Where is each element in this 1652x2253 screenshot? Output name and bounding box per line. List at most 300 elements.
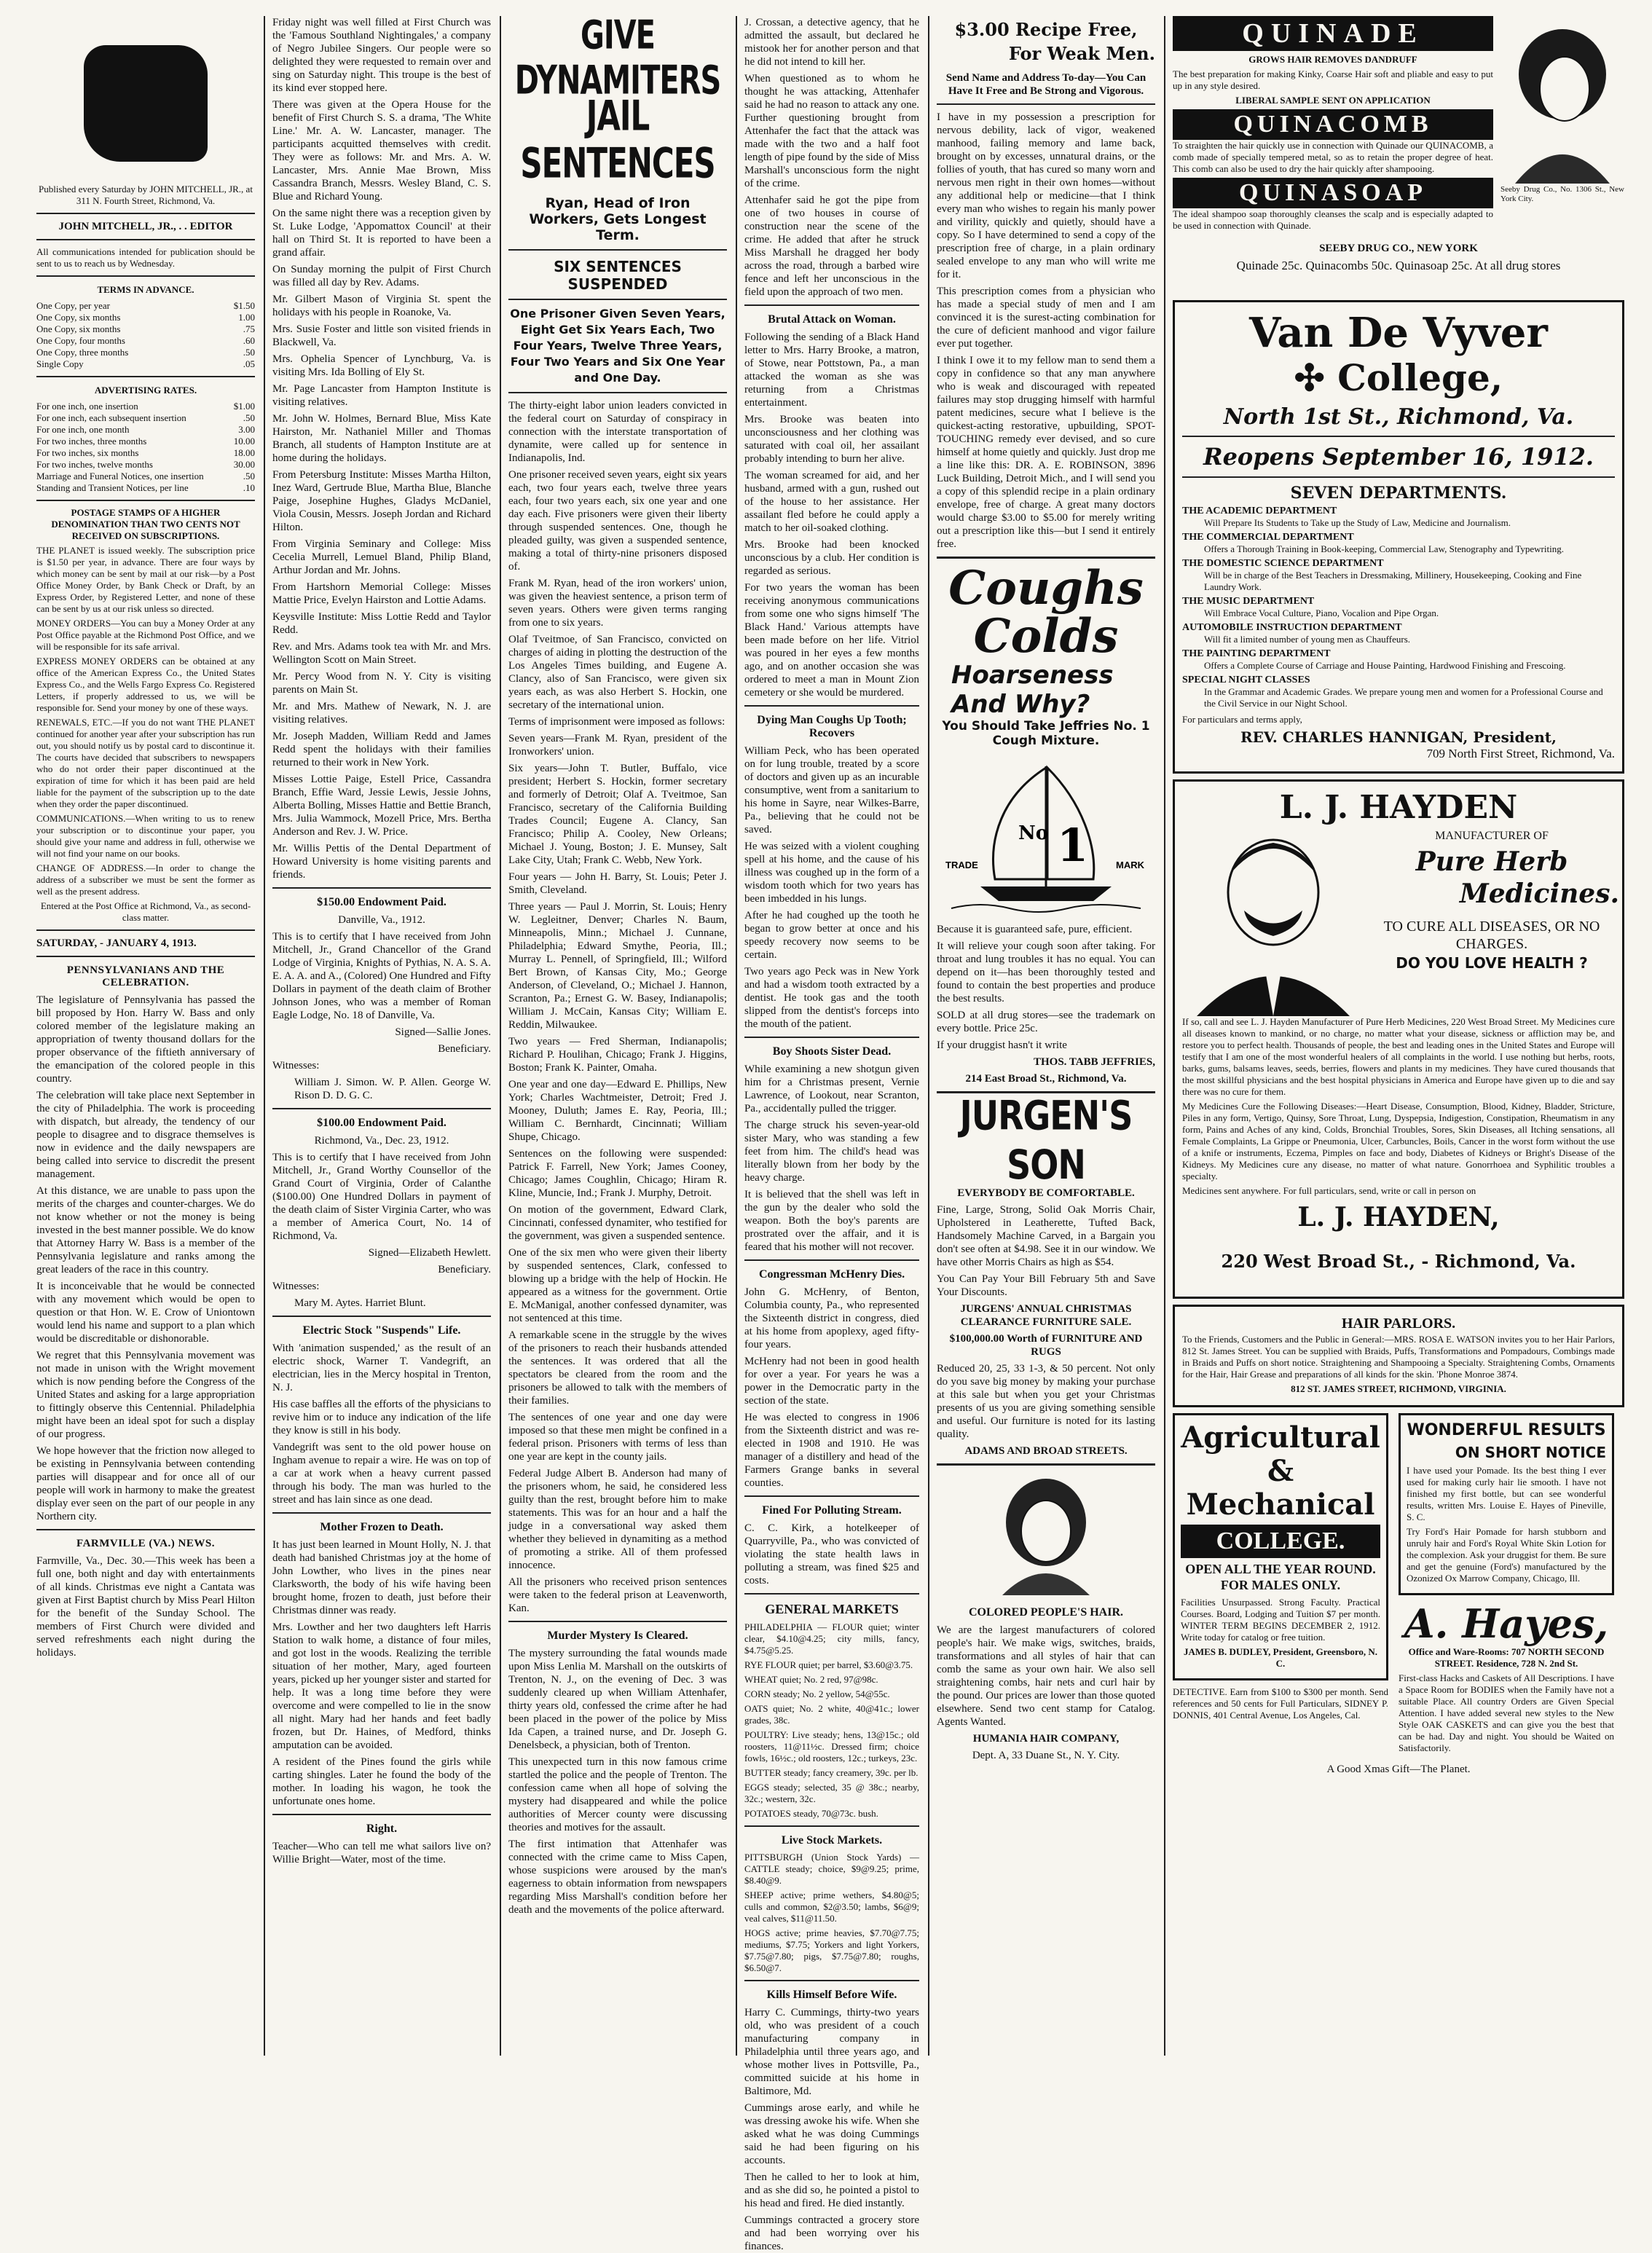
headline-endowment-2: $100.00 Endowment Paid. (317, 1117, 447, 1129)
article-paragraph: The sentences of one year and one day were imposed so that these men might be confined in a federal prison. Prisoners with terms of less than one year are kept in the county jails. (508, 1412, 727, 1463)
ad-headline: HAIR PARLORS. (1341, 1316, 1456, 1332)
ad-headline-hayes: A. Hayes, (1404, 1600, 1609, 1647)
ad-paragraph: Facilities Unsurpassed. Strong Faculty. Practical Courses. Board, Lodging and Tuition $7 per month. WINTER TERM BEGINS DECEMBER 2, 1912. Write today for catalog or free tuition. (1181, 1597, 1380, 1643)
divider (1182, 436, 1615, 437)
article-paragraph: Mrs. Brooke was beaten into unconsciousness and her clothing was saturated with coal oil, her assailant probably intending to burn her alive. (744, 414, 919, 465)
ad-headline-why: And Why? (951, 690, 1090, 719)
article-paragraph: One year and one day—Edward E. Phillips, New York; Charles Wachtmeister, Detroit; Fred J. Mooney, Duluth; James E. Ray, Peoria, Ill.; William C. Bernhardt, Cincinnati; William Shupe, Chicago. (508, 1079, 727, 1143)
column-5 (937, 16, 1155, 2056)
article-paragraph: C. C. Kirk, a hotelkeeper of Quarryville, Pa., who was convicted of violating the state health laws in polluting a stream, was fined $25 and costs. (744, 1522, 919, 1586)
article-paragraph: William Peck, who has been operated on for lung trouble, treated by a score of doctors and given up as an incurable consumptive, went from a sanitarium to his home in Sayre, near Wilkes-Barre, Pa., believing that he could not be saved. (744, 745, 919, 835)
article-paragraph: After he had coughed up the tooth he began to grow better at once and his speedy recovery now seems to be certain. (744, 910, 919, 961)
table-row (36, 436, 255, 447)
ad-address: 709 North First Street, Richmond, Va. (1426, 747, 1615, 760)
ad-subheadline: GROWS HAIR REMOVES DANDRUFF (1248, 54, 1417, 65)
article-paragraph: With 'animation suspended,' as the result of an electric shock, Warner T. Vandegrift, an electrician, lies in the Mercy hospital in Trenton, N. J. (272, 1342, 491, 1393)
column-2 (272, 16, 491, 2056)
ad-headline: $3.00 Recipe Free, (954, 19, 1138, 40)
article-paragraph: It is inconceivable that he would be connected with any movement which would be open to question or that Hon. W. E. Crow of Uniontown would lend his name and support to a plan which would be discreditable or dishonorable. (36, 1281, 255, 1345)
weak-men-ad (937, 19, 1155, 551)
article-paragraph: It has just been learned in Mount Holly, N. J. that death had banished Christmas joy at the home of John Lowther, who lives in the pines near Clarksworth, the body of his wife having been brought home, frozen to death, just before their Christmas dinner was ready. (272, 1539, 491, 1616)
communications-text: COMMUNICATIONS.—When writing to us to renew your subscription or to discontinue your paper, you should give your name and address in full, otherwise we will not find your name on our books. (36, 813, 255, 859)
ad-paragraph: It will relieve your cough soon after taking. For throat and lung troubles it has no equal. You can depend on it—has been thoroughly tested and found to contain the best properties and produce the best results. (937, 940, 1155, 1004)
college-label: College, (1337, 356, 1503, 399)
agricultural-college-ad (1173, 1413, 1388, 1680)
ad-departments-heading: SEVEN DEPARTMENTS. (1290, 484, 1507, 503)
ad-headline: For Weak Men. (1008, 43, 1155, 64)
article-paragraph: Rev. and Mrs. Adams took tea with Mr. and Mrs. Wellington Scott on Main Street. (272, 641, 491, 666)
divider (744, 1259, 919, 1261)
article-paragraph: His case baffles all the efforts of the physicians to revive him or to induce any indication of the life they know is still in his body. (272, 1399, 491, 1436)
masthead-ink-blot (84, 45, 208, 162)
adv-value: 10.00 (233, 436, 255, 447)
terms-label: One Copy, six months (36, 323, 121, 334)
divider (272, 1512, 491, 1514)
market-line: POTATOES steady, 70@73c. bush. (744, 1808, 878, 1819)
headline-markets: GENERAL MARKETS (765, 1602, 899, 1616)
market-line: RYE FLOUR quiet; per barrel, $3.60@3.75. (744, 1659, 913, 1670)
article-paragraph: Three years — Paul J. Morrin, St. Louis; Henry W. Legleitner, Denver; Charles N. Baum, Minneapolis, Minn.; Michael J. Cunnane, Philadelphia; Edward Smythe, Peoria, Ill.; Murray L. Pennell, of Springfield, Ill.; Wilford Bert Brown, of Kansas City, Mo.; George Anderson, of Cleveland, O.; Michael J. Hannon, Scranton, Pa.; Ernest G. W. Basey, Indianapolis; William J. McCain, Kansas City; William E. Reddin, Milwaukee. (508, 901, 727, 1031)
ad-address: 812 ST. JAMES STREET, RICHMOND, VIRGINIA. (1291, 1383, 1506, 1394)
divider (36, 1529, 255, 1530)
table-row (36, 447, 255, 459)
table-row (36, 323, 255, 335)
divider (272, 1814, 491, 1815)
divider (508, 1621, 727, 1622)
column-rule (1164, 16, 1165, 2056)
article-paragraph: When questioned as to whom he thought he was attacking, Attenhafer said he had no reason to attack any one. Further questioning brought from Attenhafer the fact that the attack was made with the two and a half foot length of pipe found by the side of Miss Marshall's unconscious form the night of the crime. (744, 73, 919, 189)
ad-company: HUMANIA HAIR COMPANY, (972, 1733, 1120, 1745)
adv-value: 18.00 (233, 447, 255, 458)
divider (744, 705, 919, 707)
adv-value: .50 (243, 412, 255, 423)
divider (744, 1980, 919, 1981)
department-name: THE COMMERCIAL DEPARTMENT (1182, 532, 1354, 543)
shoulders-shape (1515, 154, 1610, 184)
detective-ad: DETECTIVE. Earn from $100 to $300 per month. Send references and 50 cents for Full Particulars, SIDNEY P. DONNIS, 401 Central Avenue, Los Angeles, Cal. (1173, 1686, 1388, 1721)
divider (744, 1825, 919, 1827)
department-name: THE PAINTING DEPARTMENT (1182, 648, 1331, 659)
article-paragraph: It is believed that the shell was left in the gun by the dealer who sold the weapon. Both the boy's parents are prostrated over the affair, and it is feared that his mother will not recover. (744, 1189, 919, 1253)
ad-headline: WONDERFUL RESULTS (1407, 1421, 1606, 1439)
article-paragraph: On Sunday morning the pulpit of First Church was filled all day by Rev. Adams. (272, 264, 491, 288)
table-row (36, 335, 255, 347)
article-paragraph: The celebration will take place next September in the city of Philadelphia. The work is proceeding with dispatch, but already, the tendency of our people to disagree and to disgrace themselves is now in evidence and the daily newspapers are being called into service to discredit the present management. (36, 1090, 255, 1180)
column-rule (264, 16, 265, 2056)
department-name: THE DOMESTIC SCIENCE DEPARTMENT (1182, 558, 1384, 569)
article-paragraph: Olaf Tveitmoe, of San Francisco, convicted on charges of aiding in plotting the destruction of the Los Angeles Times building, and Eugene A. Clancy, also of San Francisco, were given six years each, as was also Herbert S. Hockin, one secretary of the international union. (508, 634, 727, 711)
terms-label: One Copy, four months (36, 335, 125, 346)
headline-kills: Kills Himself Before Wife. (766, 1989, 897, 2001)
sail-number-no: No (1018, 822, 1049, 844)
hull-shape (980, 886, 1112, 901)
headline-endowment-1: $150.00 Endowment Paid. (317, 896, 447, 908)
ad-signature: JAMES B. DUDLEY, President, Greensboro, N. C. (1183, 1646, 1378, 1669)
article-paragraph: Mr. Page Lancaster from Hampton Institute is visiting relatives. (272, 383, 491, 408)
article-paragraph: One of the six men who were given their liberty by suspended sentences, Clark, confessed to blowing up a bridge with the help of Hockin. He appeared as a witness for the government. Ortie E. McManigal, another confessed dynamiter, was not sentenced at this time. (508, 1247, 727, 1324)
article-paragraph: Two years — Fred Sherman, Indianapolis; Richard P. Houlihan, Chicago; Frank J. Higgins, Boston; Frank K. Painter, Omaha. (508, 1036, 727, 1074)
ad-headline-vdv: Van De Vyver (1249, 309, 1548, 357)
article-paragraph: Mr. Gilbert Mason of Virginia St. spent the holidays with his people in Roanoke, Va. (272, 294, 491, 318)
subheadline-terms: One Prisoner Given Seven Years, Eight Get Six Years Each, Two Four Years, Twelve Three Years, Four Two Years and Six One Year and One Day. (510, 307, 725, 385)
postage-heading: POSTAGE STAMPS OF A HIGHER DENOMINATION THAN TWO CENTS NOT RECEIVED ON SUBSCRIPTIONS. (51, 507, 240, 541)
divider (36, 956, 255, 957)
department-name: THE ACADEMIC DEPARTMENT (1182, 506, 1337, 516)
ad-paragraph: First-class Hacks and Caskets of All Descriptions. I have a Space Room for BODIES when the Family have not a suitable Place. All country Orders are Given Special Attention. I have added several new styles to the New Style OAK CASKETS and can give you the best that can be had. Day and night. You should be Waited on Satisfactorily. (1399, 1672, 1614, 1753)
ad-health: DO YOU LOVE HEALTH ? (1396, 954, 1588, 972)
ad-prices: Quinade 25c. Quinacombs 50c. Quinasoap 25c. At all drug stores (1236, 259, 1561, 272)
ad-paragraph: Reduced 20, 25, 33 1-3, & 50 percent. Not only do you save big money by making your purchase at this sale but when you get your Christmas presents of us you are giving something sensible and useful. Our furniture is noted for its lasting quality. (937, 1363, 1155, 1440)
article-paragraph: The legislature of Pennsylvania has passed the bill proposed by Hon. Harry W. Bass and only colored member of the legislature making an appropriation of twenty thousand dollars for the proper observance of the fiftieth anniversary of the emancipation of the colored people in this country. (36, 994, 255, 1085)
express-orders-text: EXPRESS MONEY ORDERS can be obtained at any office of the American Express Co., the United States Express Co., and the Wells Fargo Express Co. Registered Letters, if properly addressed to us, we will be responsible for. Send your money by one of these ways. (36, 656, 255, 713)
hair-parlors-ad (1173, 1305, 1624, 1407)
column-4 (744, 16, 919, 2252)
article-paragraph: Terms of imprisonment were imposed as follows: (508, 716, 725, 728)
ad-subheadline: You Should Take Jeffries No. 1 Cough Mixture. (942, 719, 1150, 748)
coughs-ad (937, 561, 1155, 1085)
terms-value: .50 (243, 347, 255, 358)
market-line: EGGS steady; selected, 35 @ 38c.; nearby, 32c.; western, 32c. (744, 1782, 919, 1804)
market-line: WHEAT quiet; No. 2 red, 97@98c. (744, 1674, 878, 1685)
article-paragraph: Misses Lottie Paige, Estell Price, Cassandra Branch, Effie Ward, Jessie Lewis, Jessie Johns, Alberta Bolling, Misses Hattie and Bettie Branch, Mrs. Julia Wammock, Mozell Price, Mrs. Bertha Anderson and Rev. J. W. Price. (272, 774, 491, 838)
article-paragraph: This is to certify that I have received from John Mitchell, Jr., Grand Worthy Counsellor of the Grand Court of Virginia, Order of Calanthe ($100.00) One Hundred Dollars in payment of the death claim of Sister Virginia Carter, who was a member of America Court, No. 14 of Richmond, Va. (272, 1152, 491, 1242)
department-name: THE MUSIC DEPARTMENT (1182, 596, 1315, 607)
article-paragraph: The mystery surrounding the fatal wounds made upon Miss Lenlia M. Marshall on the outskirts of Trenton, N. J., on the evening of Dec. 3 was suddenly cleared up when William Attenhafer, thirty years old, confessed the crime after he had been placed in the power of the police by Miss Ida Capen, a trained nurse, and Dr. Joseph G. Denelsbeck, a physician, both of Trenton. (508, 1648, 727, 1751)
article-paragraph: Sentences on the following were suspended: Patrick F. Farrell, New York; James Cooney, Chicago; James Coughlin, Chicago; Hiram R. Kline, Muncie, Ind.; Frank J. Murphy, Detroit. (508, 1148, 727, 1199)
headline-fined: Fined For Polluting Stream. (762, 1504, 902, 1517)
terms-label: One Copy, per year (36, 300, 110, 311)
ad-headline-mechanical: & Mechanical (1186, 1454, 1375, 1522)
ad-address: North 1st St., Richmond, Va. (1223, 404, 1574, 430)
water-shape (951, 905, 1141, 912)
headline-boy: Boy Shoots Sister Dead. (772, 1045, 892, 1058)
article-paragraph: Federal Judge Albert B. Anderson had many of the prisoners whom, he said, he considered less guilty than the rest, brought before him to make statements. This was for an hour and a half the judge in a conversational way asked them whether they believed in dynamiting as a method of promoting a strike. All of them professed innocence. (508, 1468, 727, 1571)
article-paragraph: John G. McHenry, of Benton, Columbia county, Pa., who represented the Sixteenth district in congress, died at his home from apoplexy, aged fifty-four years. (744, 1286, 919, 1350)
table-row (36, 358, 255, 370)
ad-address: 214 East Broad St., Richmond, Va. (965, 1073, 1127, 1085)
subheadline-suspended: SIX SENTENCES SUSPENDED (554, 258, 682, 293)
publisher-note: Published every Saturday by JOHN MITCHELL, JR., at 311 N. Fourth Street, Richmond, Va. (39, 184, 253, 206)
article-paragraph: He was elected to congress in 1906 from the Sixteenth district and was re-elected in 1908 and 1910. He was manager of a distillery and head of the Farmers Grange banks in several counties. (744, 1412, 919, 1489)
witnesses: Mary M. Aytes. Harriet Blunt. (294, 1297, 426, 1309)
ad-headline-agricultural: Agricultural (1181, 1420, 1380, 1455)
ad-headline-quinade: QUINADE (1173, 16, 1493, 51)
adv-value: 30.00 (233, 459, 255, 470)
article-paragraph: Vandegrift was sent to the old power house on Ingham avenue to repair a wire. He was on top of a car at work when a heavy current passed through his body. The man was hurled to the street and has lain since as one dead. (272, 1442, 491, 1506)
adv-label: For two inches, twelve months (36, 459, 153, 470)
column-6 (1173, 16, 1624, 2056)
department-desc: Will Embrace Vocal Culture, Piano, Vocalion and Pipe Organ. (1204, 608, 1439, 618)
article-paragraph: He was seized with a violent coughing spell at his home, and the cause of his illness was coughed up in the form of a wisdom tooth which for two years has been imbedded in his lungs. (744, 841, 919, 905)
divider (272, 1316, 491, 1317)
adv-label: Standing and Transient Notices, per line (36, 482, 189, 493)
table-row (36, 412, 255, 424)
endowment-date: Danville, Va., 1912. (338, 914, 425, 926)
department-desc: Will be in charge of the Best Teachers in Dressmaking, Millinery, Housekeeping, Cooking and Fine Laundry Work. (1204, 570, 1582, 592)
ad-headline-hoarseness: Hoarseness (951, 661, 1114, 690)
ad-subheadline: JURGENS' ANNUAL CHRISTMAS CLEARANCE FURNITURE SALE. (960, 1303, 1132, 1328)
ad-paragraph: Fine, Large, Strong, Solid Oak Morris Chair, Upholstered in Leatherette, Tufted Back, Handsomely Machine Carved, in a Bargain you don't see often at $4.98. See it in our window. We have other Morris Chairs as high as $54. (937, 1204, 1155, 1268)
endowment-date: Richmond, Va., Dec. 23, 1912. (314, 1135, 449, 1147)
terms-label: One Copy, three months (36, 347, 129, 358)
advertising-heading: ADVERTISING RATES. (94, 385, 197, 396)
department-desc: Offers a Complete Course of Carriage and House Painting, Hardwood Finishing and Frescoing. (1204, 660, 1566, 671)
divider (36, 213, 255, 214)
editor-line: JOHN MITCHELL, JR., . . EDITOR (58, 221, 233, 232)
article-paragraph: The woman screamed for aid, and her husband, armed with a gun, rushed out of the house to her assistance. Her assailant fled before he could apply a match to her oil-soaked clothing. (744, 470, 919, 534)
market-line: HOGS active; prime heavies, $7.70@7.75; mediums, $7.75; Yorkers and light Yorkers, $7.75@7.80; pigs, $7.75@7.80; roughs, $6.50@7. (744, 1927, 919, 1973)
mark-label: MARK (1116, 860, 1144, 870)
divider (36, 500, 255, 501)
entered-text: Entered at the Post Office at Richmond, Va., as second-class matter. (40, 900, 251, 923)
column-rule (500, 16, 501, 2056)
sailboat-trademark (937, 752, 1155, 919)
ad-headline-college (1182, 356, 1615, 400)
divider (937, 557, 1155, 559)
ad-subheadline: Send Name and Address To-day—You Can Have It Free and Be Strong and Vigorous. (945, 72, 1146, 97)
article-paragraph: The thirty-eight labor union leaders convicted in the federal court on Saturday of conspiracy in connection with the interstate transportation of dynamite, were called up for sentence in Indianapolis, Ind. (508, 400, 727, 464)
department-desc: Will fit a limited number of young men as Chauffeurs. (1204, 634, 1411, 645)
article-paragraph: Farmville, Va., Dec. 30.—This week has been a full one, both night and day with entertainments of all kinds. Christmas eve night a Cantata was given at First Baptist church by Miss Pearl Hilton for the benefit of the Sunday School. The members of First Church were divided and served refreshments each night during the holidays. (36, 1555, 255, 1659)
humania-hair-ad (937, 1471, 1155, 1762)
subheadline-ryan: Ryan, Head of Iron Workers, Gets Longest Term. (529, 195, 707, 243)
divider (744, 1037, 919, 1038)
ad-headline-college: COLLEGE. (1181, 1525, 1380, 1558)
ornament-icon: ✣ (1294, 356, 1325, 399)
ad-paragraph: You Can Pay Your Bill February 5th and Save Your Discounts. (937, 1273, 1155, 1298)
table-row (36, 459, 255, 471)
article-paragraph: McHenry had not been in good health for over a year. For years he was a power in the Democratic party in the section of the state. (744, 1356, 919, 1407)
ad-paragraph: For particulars and terms apply, (1182, 714, 1302, 725)
headline-mother: Mother Frozen to Death. (320, 1521, 444, 1533)
article-paragraph: On motion of the government, Edward Clark, Cincinnati, confessed dynamiter, who testified for the government, was given a suspended sentence. (508, 1204, 727, 1242)
witnesses-label: Witnesses: (272, 1281, 320, 1292)
divider (36, 275, 255, 277)
article-paragraph: From Virginia Seminary and College: Miss Cecelia Murrell, Lemuel Bland, Philip Bland, Arthur Jordan and Mr. Johns. (272, 538, 491, 576)
headline-farmville: FARMVILLE (VA.) NEWS. (76, 1538, 215, 1549)
market-line: CORN steady; No. 2 yellow, 54@55c. (744, 1688, 890, 1699)
adv-label: Marriage and Funeral Notices, one insertion (36, 471, 204, 481)
terms-value: $1.50 (233, 300, 255, 311)
article-paragraph: Mr. Percy Wood from N. Y. City is visiting parents on Main St. (272, 671, 491, 696)
headline-electric: Electric Stock "Suspends" Life. (302, 1324, 461, 1337)
change-address-text: CHANGE OF ADDRESS.—In order to change the address of a subscriber we must be sent the former as well as the present address. (36, 862, 255, 897)
bottom-ads-row (1173, 1413, 1624, 1757)
adv-value: .10 (243, 482, 255, 493)
shoulders-shape (1002, 1573, 1090, 1595)
adv-value: .50 (243, 471, 255, 481)
planet-text: THE PLANET is issued weekly. The subscription price is $1.50 per year, in advance. There are four ways by which money can be sent by mail at our risk—by a Post Office Money Order, by Bank Check or Draft, by an Express Order, by Registered Letter, and none of these can be sent by us at our risk unless so directed. (36, 545, 255, 614)
adv-value: 3.00 (238, 424, 255, 435)
ad-headline-coughs: Coughs (948, 561, 1144, 616)
sail-number-1: 1 (1057, 819, 1089, 872)
divider (1182, 476, 1615, 478)
renewals-text: RENEWALS, ETC.—If you do not want THE PLANET continued for another year after your subscription has run out, you should notify us by postal card to discontinue it. The courts have decided that subscribers to newspapers who do not order their paper discontinued at the expiration of time for which it has been paid are held liable for the payment of the subscription up to the date when they order the paper discontinued. (36, 717, 255, 809)
ad-paragraph: I have used your Pomade. Its the best thing I ever used for making curly hair lie smooth. I have not finished my first bottle, but can see wonderful results, written Mrs. Louise E. Hayes of Pineville, S. C. (1407, 1465, 1606, 1522)
ad-subheadline: MANUFACTURER OF (1435, 830, 1549, 842)
article-paragraph: While examining a new shotgun given him for a Christmas present, Vernie Lawrence, of Lookout, near Scranton, Pa., accidentally pulled the trigger. (744, 1063, 919, 1114)
divider (937, 103, 1155, 105)
ad-headline-hayden-2: L. J. HAYDEN, (1297, 1202, 1500, 1232)
adv-label: For two inches, three months (36, 436, 147, 447)
adv-label: For two inches, six months (36, 447, 139, 458)
bottom-left-ads (1173, 1413, 1388, 1757)
divider (36, 929, 255, 931)
column-3 (508, 12, 727, 2056)
article-paragraph: Six years—John T. Butler, Buffalo, vice president; Herbert S. Hockin, former secretary and formerly of Detroit; Olaf A. Tveitmoe, San Francisco, secretary of the California Building Trades Council; Eugene A. Clancy, San Francisco; Philip A. Cooley, New Orleans; Michael J. Young, Boston; J. E. Munsey, Salt Lake City, Utah; Frank C. Webb, New York. (508, 763, 727, 866)
portrait-caption: Seeby Drug Co., No. 1306 St., New York City. (1500, 185, 1624, 203)
xmas-gift-line: A Good Xmas Gift—The Planet. (1326, 1764, 1471, 1775)
ad-paragraph: We are the largest manufacturers of colored people's hair. We make wigs, switches, braids, transformations and all styles of hair that can comb the same as your own hair. We also sell straightening combs, hair nets and curl hair by the pound. Our prices are lower than those quoted elsewhere. Send two cent stamp for Catalog. Agents Wanted. (937, 1624, 1155, 1728)
divider (36, 239, 255, 240)
table-row (36, 300, 255, 312)
communications-notice: All communications intended for publication should be sent to us to reach us by Wednesday. (36, 246, 255, 269)
ad-reopens: Reopens September 16, 1912. (1203, 443, 1594, 471)
article-paragraph: We hope however that the friction now alleged to be existing in Pennsylvania between contending parties will disappear and for once all of our people will work in harmony to make the greatest display ever seen on the part of our people in any Northern city. (36, 1445, 255, 1522)
terms-value: .05 (243, 358, 255, 369)
woman-portrait-illustration (937, 1471, 1155, 1595)
ad-headline: COLORED PEOPLE'S HAIR. (968, 1606, 1124, 1619)
ad-paragraph: To the Friends, Customers and the Public in General:—MRS. ROSA E. WATSON invites you to her Hair Parlors, 812 St. James Street. You can be supplied with Braids, Puffs, Transformations and Pompadours, Combings made in Braids and Puffs on short notice. Straightening and Shampooing a Specialty. Straightening Combs, Ornaments for the Hair, Hair Grease and preparations of all kinds for the skin. 'Phone Monroe 3874. (1182, 1334, 1615, 1380)
ad-paragraph: Medicines sent anywhere. For full particulars, send, write or call in person on (1182, 1185, 1476, 1196)
headline-brutal: Brutal Attack on Woman. (768, 313, 896, 326)
article-paragraph: The charge struck his seven-year-old sister Mary, who was standing a few feet from him. The child's head was literally blown from her body by the heavy charge. (744, 1120, 919, 1184)
ad-subheadline: OPEN ALL THE YEAR ROUND. FOR MALES ONLY. (1185, 1562, 1376, 1592)
table-row (36, 401, 255, 412)
divider (744, 1495, 919, 1497)
ad-cure: TO CURE ALL DISEASES, OR NO CHARGES. (1383, 919, 1600, 952)
article-paragraph: Frank M. Ryan, head of the iron workers' union, was given the heaviest sentence, a prison term of seven years. Others were given terms ranging from one to six years. (508, 578, 727, 629)
ad-address: Dept. A, 33 Duane St., N. Y. City. (972, 1750, 1120, 1761)
article-paragraph: The first intimation that Attenhafer was connected with the crime came to Miss Capen, whose suspicions were aroused by the man's eagerness to obtain information from newspapers regarding Miss Marshall's condition before her death and the movements of the police afterward. (508, 1839, 727, 1916)
ad-paragraph: LIBERAL SAMPLE SENT ON APPLICATION (1235, 95, 1431, 106)
ad-paragraph: I have in my possession a prescription for nervous debility, lack of vigor, weakened manhood, failing memory and lame back, brought on by excesses, unnatural drains, or the follies of youth, that has cured so many worn and nervous men right in their own homes—without any additional help or medicine—that I think every man who wishes to regain his manly power and virility, quickly and quietly, should have a copy. So I have determined to send a copy of the prescription free of charge, in a plain ordinary sealed envelope to any man who will write me for it. (937, 111, 1155, 280)
endowment-role: Beneficiary. (438, 1264, 491, 1275)
ad-paragraph: Because it is guaranteed safe, pure, efficient. (937, 924, 1133, 935)
banner-headline-1: GIVE DYNAMITERS (514, 12, 721, 104)
hayden-ad (1173, 779, 1624, 1299)
terms-heading: TERMS IN ADVANCE. (97, 284, 194, 295)
ad-headline-medicines: Medicines. (1459, 878, 1619, 909)
headline-congress: Congressman McHenry Dies. (758, 1268, 905, 1281)
article-paragraph: Mrs. Ophelia Spencer of Lynchburg, Va. is visiting Mrs. Ida Bolling of Ely St. (272, 353, 491, 378)
trade-label: TRADE (945, 860, 978, 870)
article-paragraph: Following the sending of a Black Hand letter to Mrs. Harry Brooke, a matron, of Stowe, near Pottstown, Pa., a man attacked the woman as she was returning from a Christmas entertainment. (744, 331, 919, 409)
article-paragraph: Mrs. Brooke had been knocked unconscious by a club. Her condition is regarded as serious. (744, 539, 919, 577)
ad-address: 220 West Broad St., - Richmond, Va. (1221, 1251, 1576, 1272)
face-shape (1021, 1501, 1071, 1562)
column-rule (736, 16, 737, 2056)
headline-murder: Murder Mystery Is Cleared. (547, 1629, 688, 1642)
ad-paragraph: This prescription comes from a physician who has made a special study of men and I am convinced it is the surest-acting combination for the cure of deficient manhood and vigor failure ever put together. (937, 286, 1155, 350)
article-paragraph: At this distance, we are unable to pass upon the merits of the charges and counter-charges. We do not know whether or not the money is being invested in the best manner possible. We do know that Attorney Harry W. Bass is a member of the Pennsylvania legislature and ranks among the great leaders of the race in this country. (36, 1185, 255, 1275)
article-paragraph: We regret that this Pennsylvania movement was not made in unison with the Wright movement which is now pending before the Congress of the United States and asking for a large appropriation to fittingly observe this Centennial. Philadelphia might have been an ideal spot for such a display of our progress. (36, 1350, 255, 1440)
ad-paragraph: My Medicines Cure the Following Diseases:—Heart Disease, Consumption, Blood, Kidney, Bladder, Stricture, Piles in any form, Vertigo, Quinsy, Sore Throat, Lung, Dyspepsia, Indigestion, Constipation, Rheumatism in any form, Pains and Aches of any kind, Colds, Bronchial Troubles, Sores, Skin Diseases, all Itching sensations, all Female Complaints, La Grippe or Pneumonia, Ulcer, Carbuncles, Boils, Cancer in the worst form without the use of a knife or instruments, Eczema, Pimples on face and body, Diabetes of Kidneys or Bright's Disease of the Kidneys. My Medicines cure any disease, no matter of what nature. Gonorrhoea and Syphilitic troubles a specialty. (1182, 1101, 1615, 1181)
ad-paragraph: The best preparation for making Kinky, Coarse Hair soft and pliable and easy to put up in any style desired. (1173, 68, 1493, 91)
article-paragraph: For two years the woman has been receiving anonymous communications from some one who signs himself 'The Black Hand.' Various attempts have been made before on her life. Vitriol was poured in her eyes a few months ago, and on another occasion she was ordered to meet a man in Mount Zion cemetery or she would be murdered. (744, 582, 919, 699)
divider (508, 392, 727, 393)
woman-portrait-illustration (1500, 16, 1624, 184)
face-shape (1540, 57, 1589, 121)
divider (36, 376, 255, 377)
adv-label: For one inch, one month (36, 424, 130, 435)
divider (272, 1108, 491, 1109)
adv-label: For one inch, each subsequent insertion (36, 412, 186, 423)
ad-subheadline: $100,000.00 Worth of FURNITURE AND RUGS (949, 1333, 1143, 1358)
table-row (36, 424, 255, 436)
ad-signature: THOS. TABB JEFFRIES, (1034, 1056, 1155, 1068)
department-desc: In the Grammar and Academic Grades. We prepare young men and women for a Professional Course and the Civil Service in our Night School. (1204, 686, 1603, 709)
ad-paragraph: If your druggist hasn't it write (937, 1039, 1067, 1051)
hayes-undertaker-ad (1399, 1601, 1614, 1754)
terms-table (36, 300, 255, 370)
market-line: PITTSBURGH (Union Stock Yards) — CATTLE steady; choice, $9@9.25; prime, $8.40@9. (744, 1852, 919, 1886)
ad-subheadline: EVERYBODY BE COMFORTABLE. (957, 1187, 1135, 1199)
column-rule (928, 16, 929, 2056)
ad-paragraph: The ideal shampoo soap thoroughly cleanses the scalp and is especially adapted to be used in connection with Quinade. (1173, 208, 1493, 231)
article-paragraph: Friday night was well filled at First Church was the 'Famous Southland Nightingales,' a company of Negro Jubilee Singers. Our people were so delighted they were requested to remain over and sing on Saturday night. This troupe is the best of its kind ever stopped here. (272, 17, 491, 94)
terms-value: .75 (243, 323, 255, 334)
endowment-signature: Signed—Sallie Jones. (395, 1026, 491, 1038)
adv-value: $1.00 (233, 401, 255, 412)
headline-livestock: Live Stock Markets. (781, 1834, 883, 1847)
man-portrait-illustration (1189, 827, 1357, 1016)
ad-address: ADAMS AND BROAD STREETS. (964, 1445, 1128, 1457)
article-paragraph: One prisoner received seven years, eight six years each, two four years each, twelve three years each, four two years each, six one year and one day each. Five prisoners were given their liberty through suspended sentences. One, though he pleaded guilty, was given a suspended sentence, making a total of thirty-nine prisoners disposed of. (508, 469, 727, 573)
ad-paragraph: To straighten the hair quickly use in connection with Quinade our QUINACOMB, a comb made of specially tempered metal, so as to retain the proper degree of heat. This comb can also be used to dry the hair quickly after shampooing. (1173, 140, 1493, 174)
article-paragraph: Then he called to her to look at him, and as she did so, he pointed a pistol to his head and fired. He died instantly. (744, 2171, 919, 2209)
divider (272, 887, 491, 889)
ad-headline: ON SHORT NOTICE (1455, 1444, 1606, 1461)
terms-value: 1.00 (238, 312, 255, 323)
article-paragraph: From Hartshorn Memorial College: Misses Mattie Price, Evelyn Hairston and Lottie Adams. (272, 581, 491, 606)
article-paragraph: Keysville Institute: Miss Lottie Redd and Taylor Redd. (272, 611, 491, 636)
quinade-ad (1173, 16, 1624, 286)
market-line: OATS quiet; No. 2 white, 40@41c.; lower grades, 38c. (744, 1703, 919, 1726)
ad-headline-jurgens: JURGEN'S SON (959, 1092, 1133, 1188)
market-line: BUTTER steady; fancy creamery, 39c. per lb. (744, 1767, 919, 1778)
van-de-vyver-ad (1173, 300, 1624, 774)
ad-paragraph: SOLD at all drug stores—see the trademark on every bottle. Price 25c. (937, 1010, 1155, 1034)
headline-dying: Dying Man Coughs Up Tooth; Recovers (757, 714, 907, 739)
ad-headline-colds: Colds (973, 609, 1119, 664)
article-paragraph: From Petersburg Institute: Misses Martha Hilton, Inez Ward, Gertrude Blue, Martha Blue, Blanche Paige, Josephine Hughes, Gladys McDaniel, Viola Cousin, Messrs. Joseph Jordan and Richard Hilton. (272, 469, 491, 533)
divider (937, 1463, 1155, 1466)
table-row (36, 347, 255, 358)
column-1 (36, 16, 255, 2056)
money-orders-text: MONEY ORDERS—You can buy a Money Order at any Post Office payable at the Richmond Post Office, and we will be responsible for its safe arrival. (36, 618, 255, 652)
dateline: SATURDAY, - JANUARY 4, 1913. (36, 937, 197, 949)
jurgens-ad (937, 1092, 1155, 1458)
article-paragraph: Cummings contracted a grocery store and had been worrying over his finances. (744, 2214, 919, 2252)
table-row (36, 471, 255, 482)
article-paragraph: Teacher—Who can tell me what sailors live on? Willie Bright—Water, most of the time. (272, 1841, 491, 1865)
witnesses-label: Witnesses: (272, 1060, 320, 1072)
ad-headline-quinacomb: QUINACOMB (1173, 109, 1493, 140)
article-paragraph: Mr. and Mrs. Mathew of Newark, N. J. are visiting relatives. (272, 701, 491, 726)
ad-headline-hayden: L. J. HAYDEN (1279, 789, 1518, 826)
bottom-right-ads (1399, 1413, 1614, 1757)
divider (744, 1593, 919, 1595)
ad-headline-quinasoap: QUINASOAP (1173, 178, 1493, 208)
article-paragraph: Cummings arose early, and while he was dressing awoke his wife. When she asked what he was doing Cummings said he had been figuring on his accounts. (744, 2102, 919, 2166)
ad-company: SEEBY DRUG CO., NEW YORK (1319, 243, 1478, 254)
endowment-role: Beneficiary. (438, 1043, 491, 1055)
wonderful-results-ad (1399, 1413, 1614, 1595)
department-name: SPECIAL NIGHT CLASSES (1182, 675, 1310, 685)
ad-paragraph: Office and Ware-Rooms: 707 NORTH SECOND STREET. Residence, 728 N. 2nd St. (1408, 1646, 1605, 1669)
article-paragraph: Mrs. Lowther and her two daughters left Harris Station to walk home, a distance of four miles, and got lost in the woods. Realizing the terrible situation of her mother, Mary, aged fourteen years, picked up her younger sister and started for help. It was a long time before they were overcome and were compelled to lie in the snow all night. Mary had her hands and feet badly frozen, but Dr. Haines, of Medford, thinks amputation can be avoided. (272, 1621, 491, 1751)
